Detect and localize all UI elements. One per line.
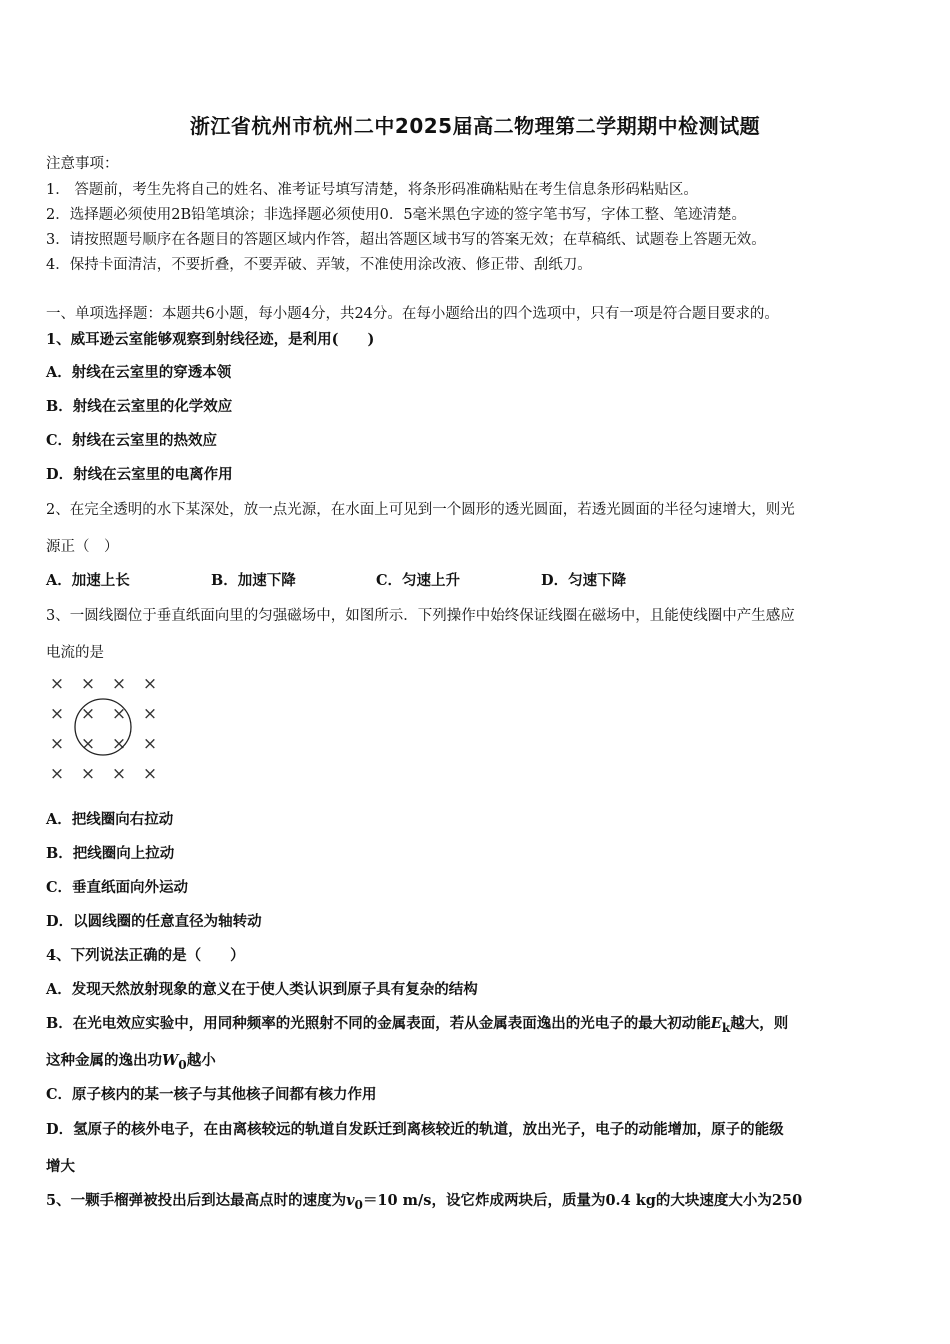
question-4-option-c: C．原子核内的某一核子与其他核子间都有核力作用 (46, 1086, 377, 1103)
symbol-ek-sub: k (721, 1020, 731, 1035)
question-2-option-a: A．加速上长 (46, 572, 130, 589)
symbol-v0: v (346, 1192, 355, 1209)
field-cross-mark: × (49, 734, 65, 754)
field-cross-mark: × (111, 764, 127, 784)
section-heading: 一、单项选择题：本题共6小题，每小题4分，共24分。在每小题给出的四个选项中，只有一项是符合题目要求的。 (46, 306, 779, 322)
notice-heading: 注意事项： (46, 156, 119, 172)
question-2-option-c: C．匀速上升 (376, 572, 461, 589)
question-1-option-a: A．射线在云室里的穿透本领 (46, 364, 232, 381)
question-3-option-b: B．把线圈向上拉动 (46, 845, 175, 862)
exam-title: 浙江省杭州市杭州二中2025届高二物理第二学期期中检测试题 (189, 114, 761, 138)
field-cross-mark: × (49, 764, 65, 784)
question-2-option-b: B．加速下降 (211, 572, 296, 589)
field-cross-mark: × (142, 704, 158, 724)
notice-item: 3．请按照题号顺序在各题目的答题区域内作答，超出答题区域书写的答案无效；在草稿纸、试题卷上答题无效。 (46, 232, 766, 248)
question-4-option-b (46, 1012, 788, 1035)
field-cross-mark: × (111, 734, 127, 754)
field-cross-mark: × (111, 704, 127, 724)
question-1-option-d: D．射线在云室里的电离作用 (46, 466, 233, 483)
option-b-text: 越大，则 (730, 1015, 789, 1032)
question-5-text: 5、一颗手榴弹被投出后到达最高点时的速度为 (46, 1192, 347, 1209)
field-cross-mark: × (80, 734, 96, 754)
question-4-option-d: D．氢原子的核外电子，在由离核较远的轨道自发跃迁到离核较近的轨道，放出光子，电子的动能增加，原子的能级 (46, 1121, 784, 1138)
coil-circle (75, 699, 131, 755)
option-b-text: 这种金属的逸出功 (46, 1052, 162, 1069)
question-1-option-c: C．射线在云室里的热效应 (46, 432, 218, 449)
question-4-stem: 4、下列说法正确的是（ ） (46, 947, 245, 964)
question-2-stem-cont: 源正（ ） (46, 539, 119, 555)
question-1-stem: 1、威耳逊云室能够观察到射线径迹，是利用( ) (46, 331, 375, 348)
field-cross-mark: × (49, 704, 65, 724)
option-b-text: B．在光电效应实验中，用同种频率的光照射不同的金属表面，若从金属表面逸出的光电子的最大初动能 (46, 1015, 711, 1032)
question-3-option-d: D．以圆线圈的任意直径为轴转动 (46, 913, 262, 930)
question-4-option-d-cont: 增大 (46, 1158, 75, 1175)
field-cross-mark: × (111, 674, 127, 694)
option-b-text: 越小 (186, 1052, 216, 1069)
question-5-stem (46, 1189, 802, 1212)
question-3-stem-cont: 电流的是 (46, 645, 104, 661)
question-3-stem: 3、一圆线圈位于垂直纸面向里的匀强磁场中，如图所示．下列操作中始终保证线圈在磁场中，且能使线圈中产生感应 (46, 608, 795, 624)
question-5-text: ＝10 m/s，设它炸成两块后，质量为0.4 kg的大块速度大小为250 (362, 1192, 803, 1209)
question-4-option-b-cont (46, 1049, 216, 1072)
question-3-option-a: A．把线圈向右拉动 (46, 811, 174, 828)
field-cross-mark: × (80, 764, 96, 784)
question-2-option-d: D．匀速下降 (541, 572, 627, 589)
field-cross-mark: × (80, 704, 96, 724)
field-cross-mark: × (142, 674, 158, 694)
symbol-w0: W (162, 1052, 179, 1069)
question-2-options (46, 569, 706, 590)
question-2-stem: 2、在完全透明的水下某深处，放一点光源，在水面上可见到一个圆形的透光圆面，若透光圆面的半径匀速增大，则光 (46, 502, 795, 518)
notice-item: 4．保持卡面清洁，不要折叠，不要弄破、弄皱，不准使用涂改液、修正带、刮纸刀。 (46, 257, 592, 273)
field-cross-mark: × (142, 764, 158, 784)
magnetic-field-figure (46, 670, 166, 785)
notice-item: 2．选择题必须使用2B铅笔填涂；非选择题必须使用0．5毫米黑色字迹的签字笔书写，字体工整、笔迹清楚。 (46, 207, 747, 223)
symbol-ek: E (710, 1015, 722, 1032)
field-cross-mark: × (49, 674, 65, 694)
question-1-option-b: B．射线在云室里的化学效应 (46, 398, 233, 415)
symbol-w0-sub: 0 (178, 1057, 187, 1072)
symbol-v0-sub: 0 (354, 1197, 363, 1212)
notice-item: 1． 答题前，考生先将自己的姓名、准考证号填写清楚，将条形码准确粘贴在考生信息条形码粘贴区。 (46, 182, 698, 198)
question-4-option-a: A．发现天然放射现象的意义在于使人类认识到原子具有复杂的结构 (46, 981, 478, 998)
field-cross-mark: × (142, 734, 158, 754)
field-cross-mark: × (80, 674, 96, 694)
question-3-option-c: C．垂直纸面向外运动 (46, 879, 189, 896)
